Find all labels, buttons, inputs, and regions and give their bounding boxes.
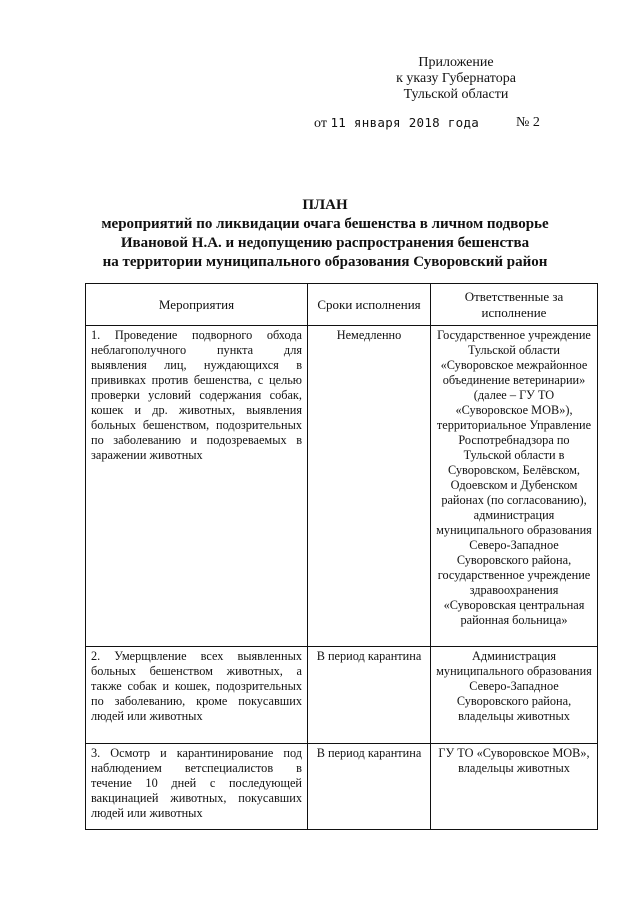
header-events: Мероприятия [86,284,308,326]
table-row [86,326,598,647]
title-line-1: мероприятий по ликвидации очага бешенства в личном подворье [101,216,549,232]
table-row [86,744,598,830]
event-cell: 3. Осмотр и карантинирование под наблюдением ветспециалистов в течение 10 дней с последующей вакцинацией животных, покусавших людей или животных [86,744,308,830]
date-prefix: от [314,116,327,131]
responsible-cell: Администрация муниципального образования Северо-Западное Суворовского района, владельцы животных [431,647,598,744]
plan-table [85,283,598,830]
appendix-line-2: к указу Губернатора [396,71,516,86]
appendix-line-1: Приложение [418,55,494,70]
appendix-block [372,55,540,103]
table-row [86,647,598,744]
deadline-cell: Немедленно [308,326,431,647]
title-heading: ПЛАН [302,197,348,213]
header-deadlines: Сроки исполнения [308,284,431,326]
header-responsible: Ответственные за исполнение [431,284,598,326]
title-line-2: Ивановой Н.А. и недопущению распространения бешенства [120,235,530,251]
document-number: № 2 [516,115,540,130]
title-line-3: на территории муниципального образования Суворовский район [102,254,548,270]
date-value: 11 января 2018 года [330,115,480,130]
responsible-cell: Государственное учреждение Тульской области «Суворовское межрайонное объединение ветеринарии» (далее – ГУ ТО «Суворовское МОВ»), территориальное Управление Роспотребнадзора по Тульской области в Суворовском, Белёвском, Одоевском и Дубенском районах (по согласованию), администрация муниципального образования Северо-Западное Суворовского района, государственное учреждение здравоохранения «Суворовская центральная районная больница» [431,326,598,647]
date-line [314,115,479,132]
event-cell: 2. Умерщвление всех выявленных больных бешенством животных, а также собак и кошек, подозрительных по заболеванию, кроме покусавших людей или животных [86,647,308,744]
responsible-cell: ГУ ТО «Суворовское МОВ», владельцы животных [431,744,598,830]
document-title [60,196,590,272]
deadline-cell: В период карантина [308,744,431,830]
deadline-cell: В период карантина [308,647,431,744]
event-cell: 1. Проведение подворного обхода неблагополучного пункта для выявления лиц, нуждающихся в прививках против бешенства, с целью проверки условий содержания собак, кошек и др. животных, выявления больных бешенством, подозрительных по заболеванию и подозреваемых в заражении животных [86,326,308,647]
appendix-line-3: Тульской области [403,87,509,102]
table-header-row [86,284,598,326]
